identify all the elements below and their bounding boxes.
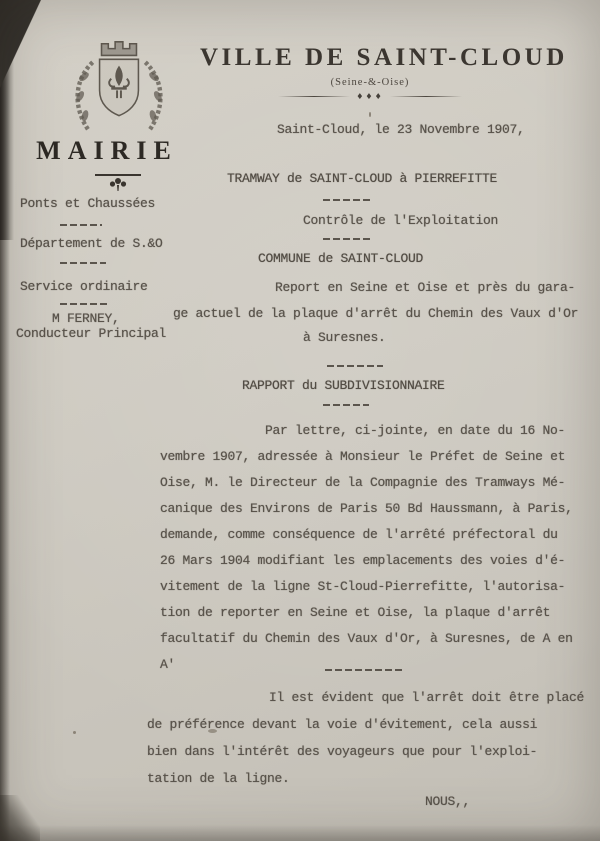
paragraph-line: vembre 1907, adressée à Monsieur le Préfet de Seine et (160, 449, 566, 464)
city-title: VILLE DE SAINT-CLOUD (200, 44, 568, 71)
signatory-name: M FERNEY, (52, 311, 120, 326)
subject-object-line: à Suresnes. (303, 330, 386, 345)
mairie-label: MAIRIE (36, 136, 178, 165)
closing-nous: NOUS,, (425, 794, 471, 809)
separator-dash (327, 365, 383, 367)
paragraph-line: facultatif du Chemin des Vaux d'Or, à Suresnes, de A en (160, 631, 573, 646)
separator-dash (60, 303, 110, 305)
signatory-title: Conducteur Principal (16, 326, 167, 341)
paragraph-line: de préférence devant la voie d'évitement, cela aussi (147, 717, 538, 732)
sidebar-line-ponts-et-chaussees: Ponts et Chaussées (20, 196, 156, 211)
subject-object-line: ge actuel de la plaque d'arrêt du Chemin des Vaux d'Or (173, 306, 579, 321)
department-subtitle: (Seine-&-Oise) (330, 77, 410, 88)
paragraph-line: Il est évident que l'arrêt doit être placé (269, 690, 585, 705)
separator-dash (60, 224, 102, 226)
paragraph-line: tion de reporter en Seine et Oise, la plaque d'arrêt (160, 605, 551, 620)
letter-body (145, 0, 600, 841)
separator-dash (60, 262, 106, 264)
paragraph-line: bien dans l'intérêt des voyageurs que pour l'exploi- (147, 744, 538, 759)
fleuron-icon: ♦♦♦ (356, 92, 384, 101)
paragraph-line: tation de la ligne. (147, 771, 290, 786)
paragraph-line: 26 Mars 1904 modifiant les emplacements des voies d'é- (160, 553, 566, 568)
separator-dash (323, 404, 369, 406)
subject-object-line: Report en Seine et Oise et près du gara- (275, 280, 576, 295)
mairie-ornament (88, 174, 148, 192)
sidebar-line-service-ordinaire: Service ordinaire (20, 279, 148, 294)
fleuron-icon (107, 176, 129, 192)
paragraph-line: Par lettre, ci-jointe, en date du 16 No- (265, 423, 566, 438)
separator-dash (323, 199, 373, 201)
report-heading: RAPPORT du SUBDIVISIONNAIRE (242, 378, 445, 393)
paragraph-line: Oise, M. le Directeur de la Compagnie des Tramways Mé- (160, 475, 566, 490)
paragraph-line: vitement de la ligne St-Cloud-Pierrefitte, l'autorisa- (160, 579, 566, 594)
paper-speck (73, 731, 76, 734)
subject-commune-line: COMMUNE de SAINT-CLOUD (258, 251, 424, 266)
paragraph-line: A' (160, 657, 176, 672)
subject-control-line: Contrôle de l'Exploitation (303, 213, 499, 228)
subject-tramway-line: TRAMWAY de SAINT-CLOUD à PIERREFITTE (227, 171, 498, 186)
report-paragraph-2 (147, 684, 584, 792)
dateline: Saint-Cloud, le 23 Novembre 1907, (277, 122, 525, 137)
separator-dash (325, 669, 403, 671)
report-paragraph-1 (160, 418, 573, 678)
top-left-corner-shadow (0, 0, 48, 90)
paragraph-line: demande, comme conséquence de l'arrêté préfectoral du (160, 527, 558, 542)
paragraph-line: canique des Environs de Paris 50 Bd Haussmann, à Paris, (160, 501, 573, 516)
sidebar-line-departement: Département de S.&O (20, 236, 163, 251)
separator-dash (323, 238, 371, 240)
